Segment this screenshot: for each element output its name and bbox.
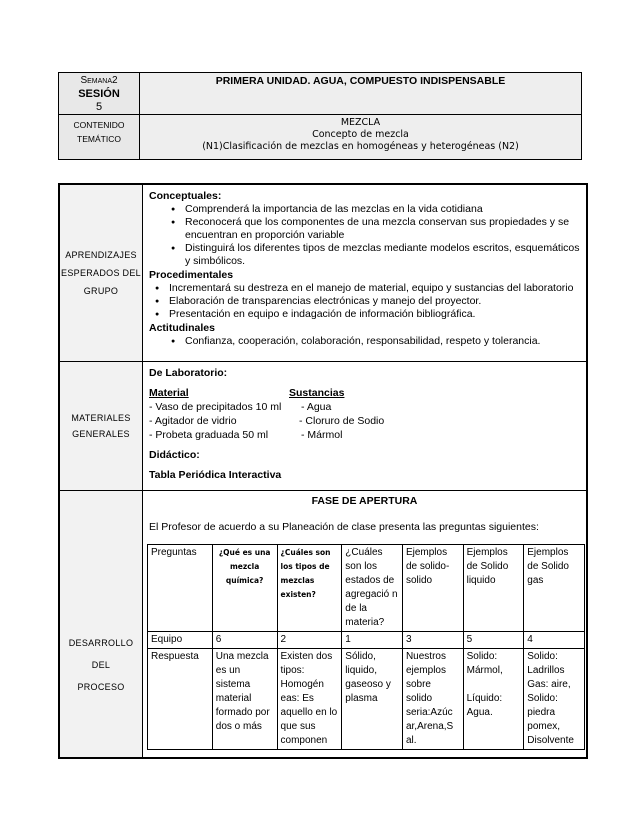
table-cell: Ejemplos de solido-solido xyxy=(402,545,463,632)
materiales-content xyxy=(143,362,588,491)
table-cell: 4 xyxy=(524,632,585,649)
clasificacion-text: (N1)Clasificación de mezclas en homogéneas y heterogéneas (N2) xyxy=(202,141,519,152)
didactico-text: Tabla Periódica Interactiva xyxy=(149,469,282,481)
table-cell: ¿Qué es una mezcla química? xyxy=(212,545,277,632)
sustancias-column xyxy=(289,386,384,442)
table-cell: Una mezcla es un sistema material formado por dos o más xyxy=(212,649,277,750)
table-cell: Equipo xyxy=(148,632,213,649)
list-item: ● Incrementará su destreza en el manejo de material, equipo y sustancias del laboratorio xyxy=(155,282,582,295)
materiales-label: MATERIALES xyxy=(71,413,131,423)
actitudinales-list xyxy=(171,335,582,348)
procedimentales-title: Procedimentales xyxy=(149,269,234,281)
desarrollo-content xyxy=(143,491,588,759)
unidad-title: PRIMERA UNIDAD. AGUA, COMPUESTO INDISPENSABLE xyxy=(215,75,506,87)
table-cell: Nuestros ejemplos sobre solido seria:Azúc ar,Arena,S al. xyxy=(402,649,463,750)
conceptuales-title: Conceptuales: xyxy=(149,190,222,202)
table-cell: Solido: Ladrillos Gas: aire, Solido: piedra pomex, Disolvente xyxy=(524,649,585,750)
material-title: Material xyxy=(149,387,189,399)
desarrollo-row xyxy=(59,491,587,759)
list-item: - Cloruro de Sodio xyxy=(299,415,385,427)
table-cell: Ejemplos de Solido gas xyxy=(524,545,585,632)
list-item: ● Elaboración de transparencias electrónicas y manejo del proyector. xyxy=(155,295,582,308)
semana-label: Semana2 xyxy=(80,75,118,86)
fase-title: FASE DE APERTURA xyxy=(311,495,418,507)
semana-cell xyxy=(59,73,140,115)
actitudinales-title: Actitudinales xyxy=(149,322,215,334)
sesion-number: 5 xyxy=(95,101,103,113)
table-cell: Preguntas xyxy=(148,545,213,632)
desarrollo-label: DESARROLLO DEL xyxy=(68,638,134,670)
list-item: ● Presentación en equipo e indagación de información bibliográfica. xyxy=(155,308,582,321)
table-row xyxy=(148,632,585,649)
procedimentales-list xyxy=(155,282,582,321)
aprendizajes-label-2: ESPERADOS DEL xyxy=(61,268,141,278)
list-item: - Mármol xyxy=(301,429,343,441)
respuesta-solido: Solido: Mármol, xyxy=(466,651,503,676)
contenido-label: CONTENIDO TEMÁTICO xyxy=(73,120,125,144)
list-item: ● Comprenderá la importancia de las mezclas en la vida cotidiana xyxy=(171,203,582,216)
table-cell: Ejemplos de Solido liquido xyxy=(463,545,524,632)
table-cell: 2 xyxy=(277,632,342,649)
main-table xyxy=(58,183,588,759)
table-row xyxy=(148,545,585,632)
table-cell: 3 xyxy=(402,632,463,649)
aprendizajes-label: APRENDIZAJES xyxy=(65,250,137,260)
aprendizajes-label-cell xyxy=(59,184,143,362)
preguntas-table xyxy=(147,544,585,750)
conceptuales-list xyxy=(171,203,582,268)
desarrollo-label-cell xyxy=(59,491,143,759)
aprendizajes-content xyxy=(143,184,588,362)
respuesta-liquido: Líquido: Agua. xyxy=(466,693,503,718)
materiales-label-2: GENERALES xyxy=(72,429,130,439)
table-cell: 1 xyxy=(342,632,403,649)
table-row xyxy=(148,649,585,750)
table-cell: ¿Cuáles son los estados de agregació n de la materia? xyxy=(342,545,403,632)
list-item: - Vaso de precipitados 10 ml xyxy=(149,401,282,413)
table-cell: 6 xyxy=(212,632,277,649)
table-cell: ¿Cuáles son los tipos de mezclas existen? xyxy=(277,545,342,632)
list-item: ● Reconocerá que los componentes de una mezcla conservan sus propiedades y se encuentran en proporción variable xyxy=(171,216,582,242)
table-cell: Sólido, liquido, gaseoso y plasma xyxy=(342,649,403,750)
didactico-title: Didáctico: xyxy=(149,449,200,461)
table-cell: 5 xyxy=(463,632,524,649)
tema-cell xyxy=(140,115,582,160)
list-item: ● Distinguirá los diferentes tipos de mezclas mediante modelos escritos, esquemáticos y simbólicos. xyxy=(171,242,582,268)
list-item: - Agitador de vidrio xyxy=(149,415,237,427)
table-cell: Respuesta xyxy=(148,649,213,750)
tema-title: MEZCLA xyxy=(340,117,381,128)
material-column xyxy=(149,386,289,442)
sesion-label: SESIÓN xyxy=(78,88,120,100)
laboratorio-title: De Laboratorio: xyxy=(149,367,228,379)
header-table xyxy=(58,72,582,160)
list-item: - Probeta graduada 50 ml xyxy=(149,429,269,441)
intro-text: El Profesor de acuerdo a su Planeación de clase presenta las preguntas siguientes: xyxy=(149,521,539,533)
table-cell xyxy=(463,649,524,750)
concepto-text: Concepto de mezcla xyxy=(312,129,409,140)
materiales-label-cell xyxy=(59,362,143,491)
sustancias-title: Sustancias xyxy=(289,387,345,399)
list-item: ● Confianza, cooperación, colaboración, responsabilidad, respeto y tolerancia. xyxy=(171,335,582,348)
materiales-columns xyxy=(149,386,582,442)
materiales-row xyxy=(59,362,587,491)
table-cell: Existen dos tipos: Homogén eas: Es aquello en lo que sus componen xyxy=(277,649,342,750)
desarrollo-label-2: PROCESO xyxy=(77,682,125,692)
contenido-cell xyxy=(59,115,140,160)
unidad-cell xyxy=(140,73,582,115)
aprendizajes-label-3: GRUPO xyxy=(83,286,119,296)
aprendizajes-row xyxy=(59,184,587,362)
list-item: - Agua xyxy=(301,401,332,413)
